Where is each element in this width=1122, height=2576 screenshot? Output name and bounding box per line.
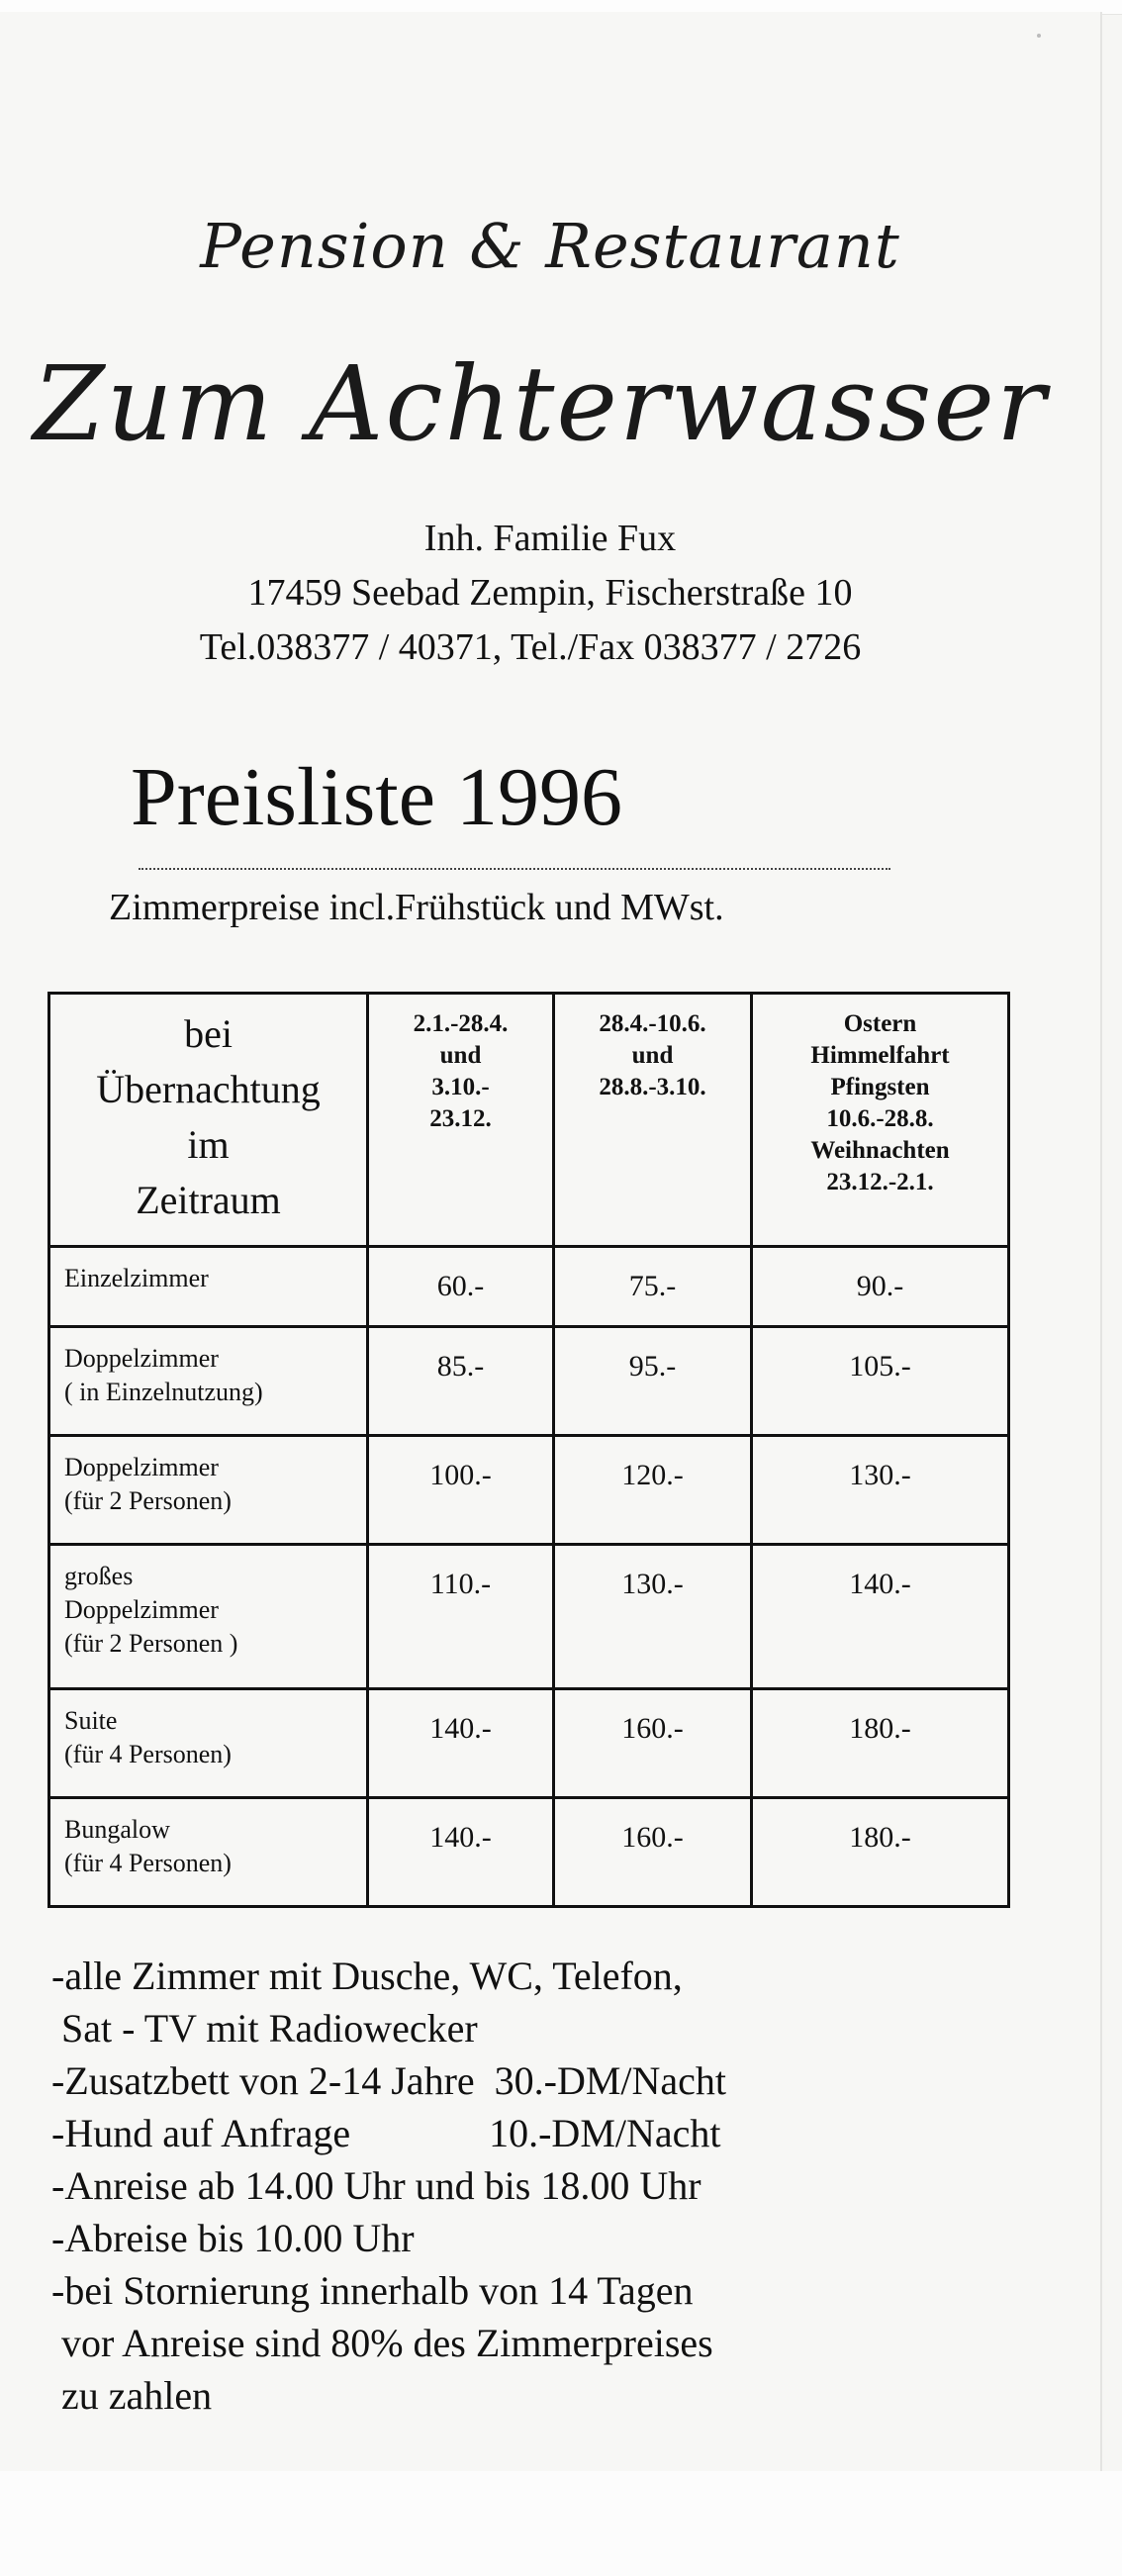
table-row — [49, 1436, 1009, 1545]
table-row — [49, 1247, 1009, 1327]
price-cell: 100.- — [368, 1436, 554, 1545]
price-cell: 140.- — [752, 1545, 1009, 1689]
business-name: Zum Achterwasser — [33, 343, 1048, 464]
price-cell: 85.- — [368, 1327, 554, 1436]
price-cell: 110.- — [368, 1545, 554, 1689]
speck — [1037, 34, 1041, 38]
period-corner-cell: bei Übernachtung im Zeitraum — [49, 994, 368, 1247]
note-line: Sat - TV mit Radiowecker — [51, 2006, 478, 2051]
note-line: -bei Stornierung innerhalb von 14 Tagen — [51, 2268, 694, 2313]
period-column-1: 2.1.-28.4. und 3.10.- 23.12. — [368, 994, 554, 1247]
table-header-row — [49, 994, 1009, 1247]
note-line: zu zahlen — [51, 2373, 213, 2418]
dotted-divider — [139, 868, 890, 870]
room-type-cell: Doppelzimmer (für 2 Personen) — [49, 1436, 368, 1545]
note-line: -Anreise ab 14.00 Uhr und bis 18.00 Uhr — [51, 2163, 701, 2208]
note-line: -Abreise bis 10.00 Uhr — [51, 2216, 415, 2260]
owner-line: Inh. Familie Fux — [423, 518, 677, 559]
price-cell: 180.- — [752, 1689, 1009, 1798]
room-type-cell: Doppelzimmer ( in Einzelnutzung) — [49, 1327, 368, 1436]
price-cell: 105.- — [752, 1327, 1009, 1436]
table-row — [49, 1798, 1009, 1907]
notes-list — [51, 1950, 726, 2422]
table-row — [49, 1327, 1009, 1436]
period-column-2: 28.4.-10.6. und 28.8.-3.10. — [554, 994, 752, 1247]
price-cell: 90.- — [752, 1247, 1009, 1327]
price-cell: 140.- — [368, 1798, 554, 1907]
note-line: -Hund auf Anfrage 10.-DM/Nacht — [51, 2111, 721, 2155]
note-line: -alle Zimmer mit Dusche, WC, Telefon, — [51, 1954, 683, 1998]
price-list-sheet — [0, 12, 1102, 2471]
price-cell: 130.- — [752, 1436, 1009, 1545]
price-cell: 120.- — [554, 1436, 752, 1545]
price-cell: 130.- — [554, 1545, 752, 1689]
period-column-3: Ostern Himmelfahrt Pfingsten 10.6.-28.8. Weihnachten 23.12.-2.1. — [752, 994, 1009, 1247]
room-type-cell: großes Doppelzimmer (für 2 Personen ) — [49, 1545, 368, 1689]
address-line: 17459 Seebad Zempin, Fischerstraße 10 — [247, 572, 853, 614]
price-cell: 160.- — [554, 1798, 752, 1907]
price-cell: 160.- — [554, 1689, 752, 1798]
note-line: vor Anreise sind 80% des Zimmerpreises — [51, 2321, 713, 2365]
room-type-cell: Bungalow (für 4 Personen) — [49, 1798, 368, 1907]
room-price-note: Zimmerpreise incl.Frühstück und MWst. — [109, 887, 724, 928]
price-cell: 95.- — [554, 1327, 752, 1436]
pension-restaurant-heading: Pension & Restaurant — [200, 210, 900, 282]
note-line: -Zusatzbett von 2-14 Jahre 30.-DM/Nacht — [51, 2058, 727, 2103]
price-cell: 140.- — [368, 1689, 554, 1798]
price-table — [47, 992, 1010, 1908]
room-type-cell: Suite (für 4 Personen) — [49, 1689, 368, 1798]
table-row — [49, 1545, 1009, 1689]
price-cell: 60.- — [368, 1247, 554, 1327]
table-row — [49, 1689, 1009, 1798]
price-table-wrapper — [47, 992, 1007, 1908]
phone-line: Tel.038377 / 40371, Tel./Fax 038377 / 2726 — [199, 626, 862, 668]
bottom-strip — [0, 2471, 1122, 2576]
price-cell: 75.- — [554, 1247, 752, 1327]
price-list-title: Preisliste 1996 — [131, 751, 622, 843]
price-cell: 180.- — [752, 1798, 1009, 1907]
room-type-cell: Einzelzimmer — [49, 1247, 368, 1327]
